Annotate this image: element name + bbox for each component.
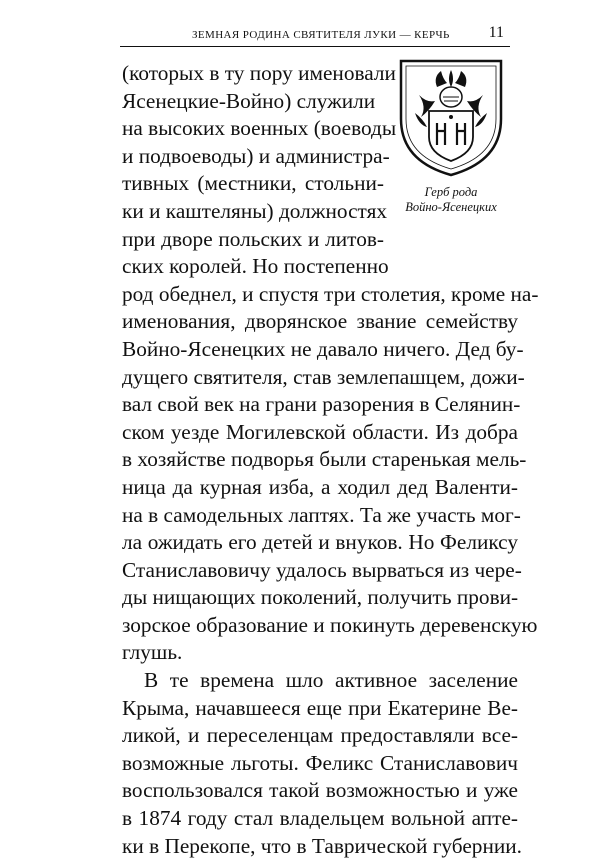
text-line: род обеднел, и спустя три столетия, кроме на-: [122, 281, 539, 306]
text-line: ских королей. Но постепенно: [122, 254, 389, 279]
text-line: вал свой век на грани разорения в Селянин-: [122, 392, 521, 417]
text-line: В те времена шло активное заселение: [144, 668, 518, 693]
text-line: воспользовался такой возможностью и уже: [122, 778, 518, 803]
text-line: тивных (местники, стольни-: [122, 171, 384, 196]
body-text: [122, 60, 539, 860]
page-number: 11: [488, 24, 504, 41]
text-line: именования, дворянское звание семейству: [122, 309, 518, 334]
caption-line-1: Герб рода: [424, 185, 478, 199]
text-line: на в самодельных лаптях. Та же участь мог-: [122, 502, 521, 527]
text-line: глушь.: [122, 640, 183, 665]
text-line: Войно-Ясенецких не давало ничего. Дед бу-: [122, 336, 524, 361]
text-line: ница да курная изба, а ходил дед Валенти-: [122, 474, 518, 499]
text-line: при дворе польских и литов-: [122, 226, 384, 251]
text-line: ла ожидать его детей и внуков. Но Феликсу: [122, 530, 518, 555]
text-line: ды нищающих поколений, получить прови-: [122, 585, 519, 610]
text-line: Станиславовичу удалось вырваться из чере-: [122, 557, 522, 582]
text-line: ском уезде Могилевской области. Из добра: [122, 419, 518, 444]
text-line: ки в Перекопе, что в Таврической губернии.: [122, 833, 522, 858]
text-line: на высоких военных (воеводы: [122, 116, 397, 141]
text-line: дущего святителя, став землепашцем, дожи-: [122, 364, 525, 389]
text-line: и подвоеводы) и администра-: [122, 143, 390, 168]
text-line: возможные льготы. Феликс Станиславович: [122, 750, 518, 775]
text-line: ликой, и переселенцам предоставляли все-: [122, 723, 518, 748]
text-line: (которых в ту пору именовали: [122, 61, 396, 85]
text-line: ки и каштеляны) должностях: [122, 198, 388, 223]
text-line: в хозяйстве подворья были старенькая мель-: [122, 447, 527, 472]
caption-line-2: Войно-Ясенецких: [405, 200, 497, 214]
text-line: Крыма, начавшееся еще при Екатерине Ве-: [122, 695, 518, 720]
text-line: зорское образование и покинуть деревенскую: [122, 612, 538, 637]
text-line: в 1874 году стал владельцем вольной апте-: [122, 806, 518, 831]
running-header: [120, 24, 510, 47]
text-line: Ясенецкие-Войно) служили: [122, 88, 376, 113]
running-title: ЗЕМНАЯ РОДИНА СВЯТИТЕЛЯ ЛУКИ — КЕРЧЬ: [192, 29, 450, 41]
